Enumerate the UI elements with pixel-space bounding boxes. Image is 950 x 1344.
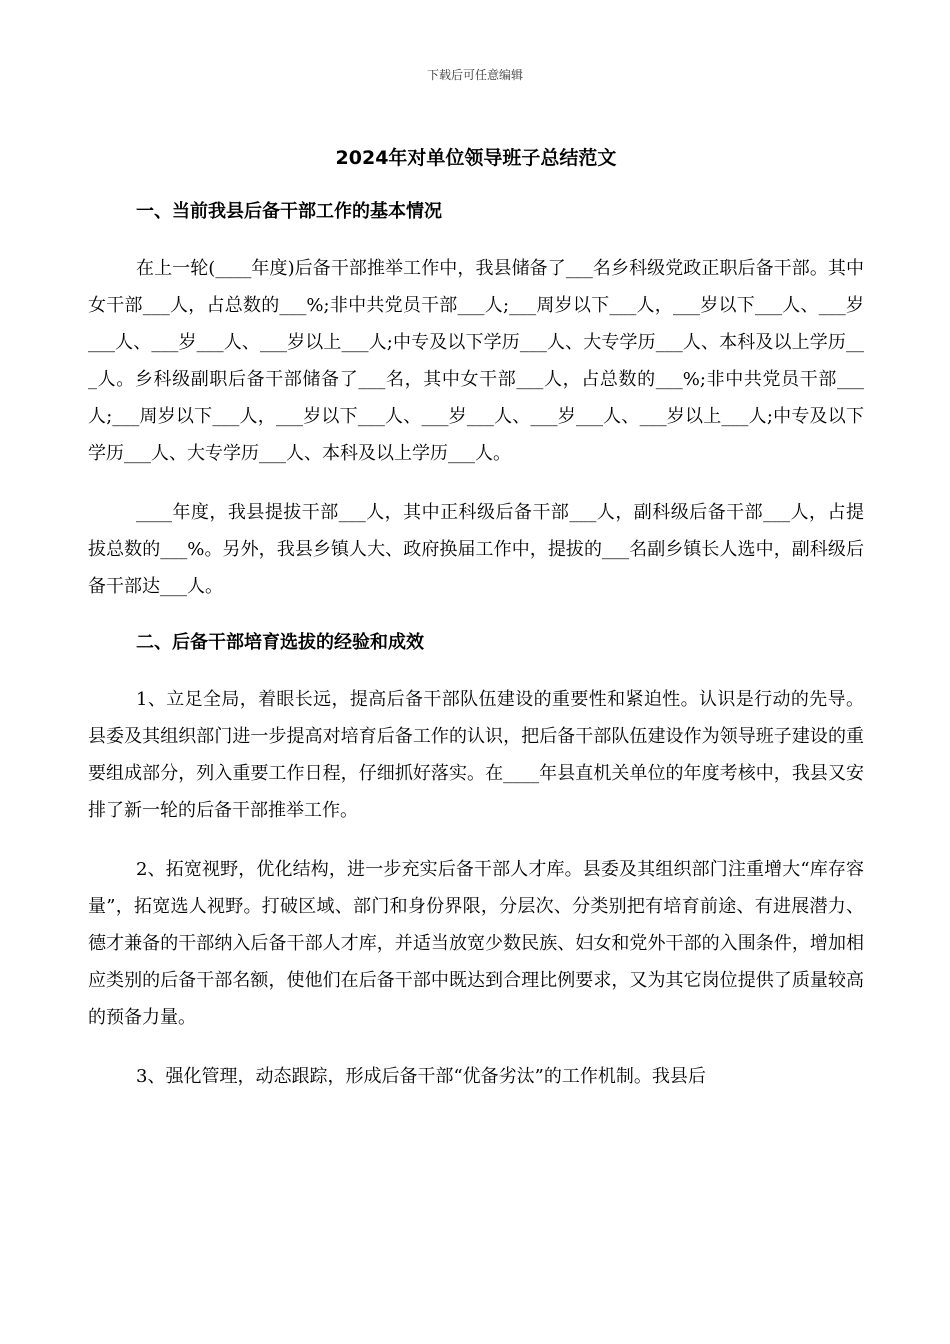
paragraph: ____年度，我县提拔干部___人，其中正科级后备干部___人，副科级后备干部___人，占提拔总数的___%。另外，我县乡镇人大、政府换届工作中，提拔的___名副乡镇长人选中，副科级后备干部达___人。 <box>88 502 864 597</box>
document-body <box>88 140 864 1117</box>
paragraph: 3、强化管理，动态跟踪，形成后备干部“优备劣汰”的工作机制。我县后 <box>136 1066 706 1087</box>
section-heading-1: 一、当前我县后备干部工作的基本情况 <box>136 201 442 222</box>
paragraph: 1、立足全局，着眼长远，提高后备干部队伍建设的重要性和紧迫性。认识是行动的先导。县委及其组织部门进一步提高对培育后备工作的认识，把后备干部队伍建设作为领导班子建设的重要组成部分，列入重要工作日程，仔细抓好落实。在____年县直机关单位的年度考核中，我县又安排了新一轮的后备干部推举工作。 <box>88 689 864 821</box>
document-title: 2024年对单位领导班子总结范文 <box>335 147 617 169</box>
paragraph: 2、拓宽视野，优化结构，进一步充实后备干部人才库。县委及其组织部门注重增大“库存容量”，拓宽选人视野。打破区域、部门和身份界限，分层次、分类别把有培育前途、有进展潜力、德才兼备的干部纳入后备干部人才库，并适当放宽少数民族、妇女和党外干部的入围条件，增加相应类别的后备干部名额，使他们在后备干部中既达到合理比例要求，又为其它岗位提供了质量较高的预备力量。 <box>88 859 864 1028</box>
header-note: 下载后可任意编辑 <box>426 68 523 82</box>
paragraph: 在上一轮(____年度)后备干部推举工作中，我县储备了___名乡科级党政正职后备干部。其中女干部___人，占总数的___%;非中共党员干部___人;___周岁以下___人，___岁以下___人、___岁___人、___岁___人、___岁以上___人;中专及以下学历___人、大专学历___人、本科及以上学历___人。乡科级副职后备干部储备了___名，其中女干部___人，占总数的___%;非中共党员干部___人;___周岁以下___人，___岁以下___人、___岁___人、___岁___人、___岁以上___人;中专及以下学历___人、大专学历___人、本科及以上学历___人。 <box>88 258 864 464</box>
section-heading-2: 二、后备干部培育选拔的经验和成效 <box>136 632 424 653</box>
